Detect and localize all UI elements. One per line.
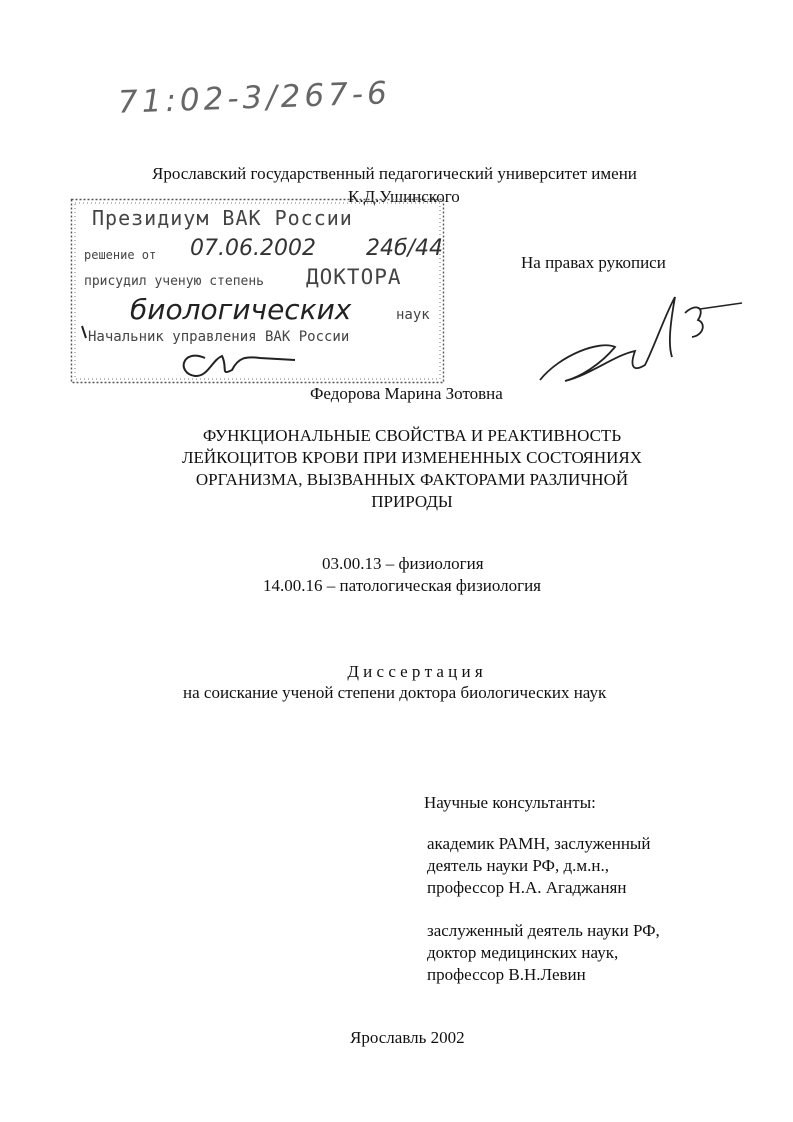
specialty-1: 03.00.13 – физиология — [322, 554, 484, 573]
specialty-2: 14.00.16 – патологическая физиология — [263, 576, 541, 595]
consultant-1-line-1: академик РАМН, заслуженный — [427, 834, 651, 853]
consultant-1-line-3: профессор Н.А. Агаджанян — [427, 878, 627, 897]
dissertation-title — [0, 425, 793, 513]
university-line-1: Ярославский государственный педагогический университет имени — [152, 164, 637, 183]
consultant-2 — [427, 920, 660, 986]
stamp-decision-number: 24б/44 — [366, 236, 443, 261]
consultants-heading: Научные консультанты: — [424, 793, 596, 812]
stamp-science-suffix: наук — [396, 307, 430, 323]
dissertation-purpose: на соискание ученой степени доктора биологических наук — [183, 683, 607, 702]
consultant-2-line-3: профессор В.Н.Левин — [427, 965, 586, 984]
stamp-science: биологических — [130, 293, 352, 326]
stamp-title: Президиум ВАК России — [92, 206, 353, 230]
title-line-3: ОРГАНИЗМА, ВЫЗВАННЫХ ФАКТОРАМИ РАЗЛИЧНОЙ — [195, 470, 629, 489]
stamp-decision-date: 07.06.2002 — [190, 236, 316, 261]
consultant-2-line-1: заслуженный деятель науки РФ, — [427, 921, 660, 940]
stamp-decision-label: решение от — [84, 248, 157, 262]
consultant-1 — [427, 833, 650, 899]
stamp-awarded-label: присудил ученую степень — [84, 274, 265, 289]
stamp-signature-icon — [70, 198, 445, 384]
archive-number: 71:02-3/267-6 — [117, 75, 392, 121]
stamp-degree: ДОКТОРА — [306, 265, 402, 289]
consultant-1-line-2: деятель науки РФ, д.м.н., — [427, 856, 609, 875]
city-year: Ярославль 2002 — [350, 1028, 465, 1047]
author-name: Федорова Марина Зотовна — [310, 384, 503, 403]
rights-notice: На правах рукописи — [521, 253, 666, 272]
title-line-4: ПРИРОДЫ — [371, 492, 453, 511]
dissertation-word: Д и с с е р т а ц и я — [347, 662, 483, 681]
university-line-2: К.Д.Ушинского — [348, 187, 460, 206]
title-line-2: ЛЕЙКОЦИТОВ КРОВИ ПРИ ИЗМЕНЕННЫХ СОСТОЯНИЯХ — [181, 448, 643, 467]
consultant-2-line-2: доктор медицинских наук, — [427, 943, 619, 962]
title-line-1: ФУНКЦИОНАЛЬНЫЕ СВОЙСТВА И РЕАКТИВНОСТЬ — [202, 426, 622, 445]
author-signature-icon — [520, 285, 750, 395]
vak-stamp — [70, 198, 445, 384]
stamp-head-label: Начальник управления ВАК России — [88, 329, 350, 345]
